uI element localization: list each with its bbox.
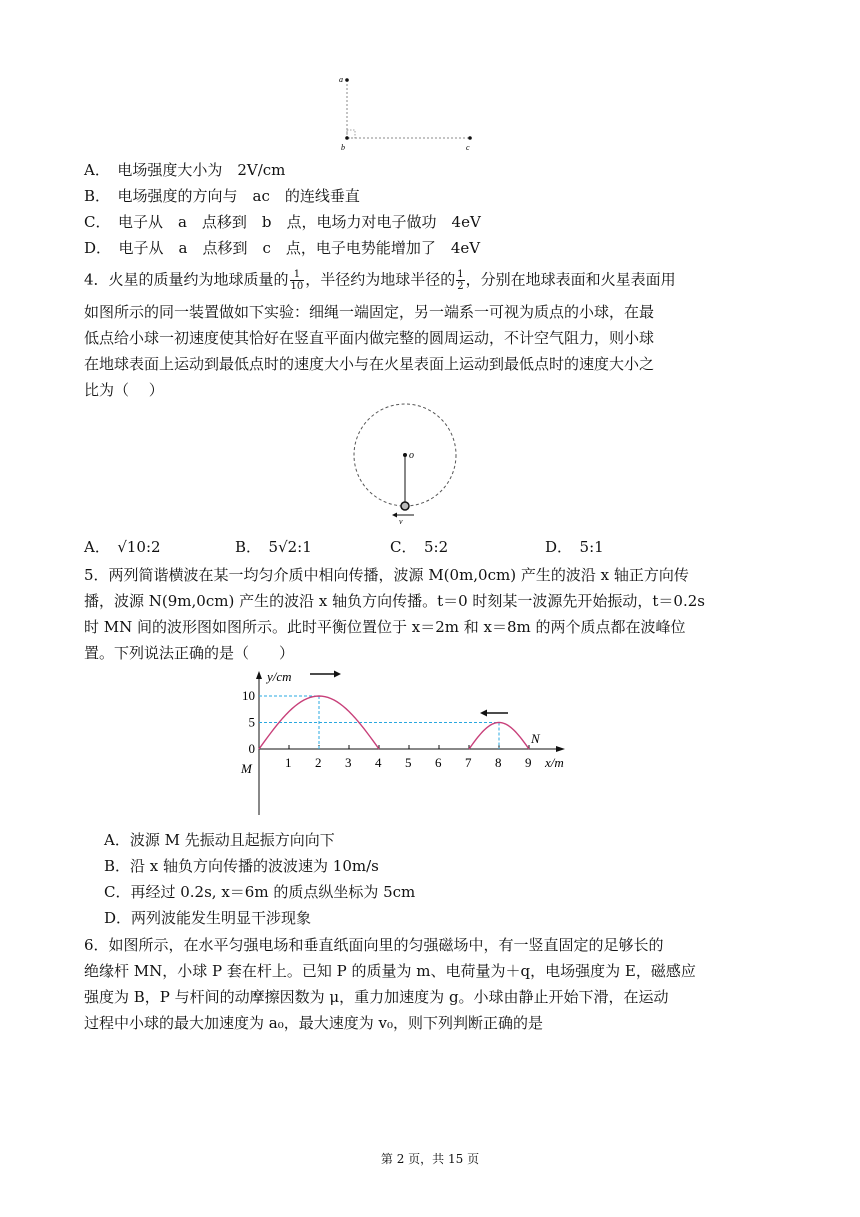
q4-text-1a: 4．火星的质量约为地球质量的 [84,270,289,289]
q3-option-d: D． 电子从 a 点移到 c 点，电子电势能增加了 4eV [84,239,481,257]
q5-line-4: 置。下列说法正确的是（ ） [84,644,295,662]
point-c [468,136,472,140]
q4-line-4: 在地球表面上运动到最低点时的速度大小与在火星表面上运动到最低点时的速度大小之 [84,355,655,373]
q5-option-b: B．沿 x 轴负方向传播的波波速为 10m/s [104,857,379,875]
x-tick-label: 9 [525,755,532,770]
x-tick-label: 6 [435,755,442,770]
y-axis-label: y/cm [267,669,292,684]
x-axis-arrow-icon [556,746,565,752]
page-footer: 第 2 页，共 15 页 [380,1152,480,1166]
q5-option-a: A．波源 M 先振动且起振方向向下 [104,831,335,849]
q6-line-3: 强度为 B，P 与杆间的动摩擦因数为 μ，重力加速度为 g。小球由静止开始下滑，在运动 [84,988,669,1006]
q4-option-b: B． 5√2:1 [235,538,312,556]
label-m: M [241,761,252,776]
q6-line-2: 绝缘杆 MN，小球 P 套在杆上。已知 P 的质量为 m、电荷量为＋q，电场强度为 E，磁感应 [84,962,696,980]
q3-option-b: B． 电场强度的方向与 ac 的连线垂直 [84,187,360,205]
q4-line-5: 比为（ ） [84,381,164,399]
x-tick-label: 3 [345,755,352,770]
y-tick-label: 10 [242,688,255,703]
label-n: N [531,731,540,746]
q4-line-1 [84,269,676,292]
q4-text-1c: ，分别在地球表面和火星表面用 [465,270,676,289]
q5-option-c: C．再经过 0.2s, x＝6m 的质点纵坐标为 5cm [104,883,416,901]
q6-line-1: 6．如图所示，在水平匀强电场和垂直纸面向里的匀强磁场中，有一竖直固定的足够长的 [84,936,664,954]
y-tick-label: 0 [248,741,255,756]
label-o: o [409,450,414,461]
q6-line-4: 过程中小球的最大加速度为 a₀，最大速度为 v₀，则下列判断正确的是 [84,1014,543,1032]
center-point [403,453,407,457]
q4-option-c: C． 5:2 [390,538,449,556]
wave-chart [235,665,585,820]
label-c: c [466,143,470,152]
arrow-left-icon [480,710,487,717]
q4-line-2: 如图所示的同一装置做如下实验：细绳一端固定，另一端系一可视为质点的小球，在最 [84,303,655,321]
y-axis-arrow-icon [256,671,262,679]
x-tick-label: 1 [285,755,292,770]
q3-option-c: C． 电子从 a 点移到 b 点，电场力对电子做功 4eV [84,213,481,231]
ball-icon [401,502,409,510]
q5-line-2: 播，波源 N(9m,0cm) 产生的波沿 x 轴负方向传播。t＝0 时刻某一波源先开始振动，t＝0.2s [84,592,705,610]
q4-option-a: A． √10:2 [84,538,161,556]
q4-line-3: 低点给小球一初速度使其恰好在竖直平面内做完整的圆周运动，不计空气阻力，则小球 [84,329,655,347]
label-b: b [341,143,345,152]
circle-motion-figure [350,400,460,528]
q5-line-3: 时 MN 间的波形图如图所示。此时平衡位置位于 x＝2m 和 x＝8m 的两个质点都在波峰位 [84,618,686,636]
x-tick-label: 7 [465,755,472,770]
q3-option-a: A． 电场强度大小为 2V/cm [84,161,286,179]
fraction-1-2: $\frac{1}{2}$ [457,269,464,292]
q4-option-d: D． 5:1 [545,538,604,556]
point-b [345,136,349,140]
x-tick-label: 2 [315,755,322,770]
q4-text-1b: ，半径约为地球半径的 [305,270,456,289]
x-tick-label: 8 [495,755,502,770]
abc-figure [330,70,490,154]
point-a [345,78,349,82]
q5-option-d: D．两列波能发生明显干涉现象 [104,909,312,927]
x-tick-label: 5 [405,755,412,770]
arrow-right-icon [334,671,341,678]
label-v: v [399,517,403,526]
x-tick-label: 4 [375,755,382,770]
q5-line-1: 5．两列简谐横波在某一均匀介质中相向传播，波源 M(0m,0cm) 产生的波沿 x 轴正方向传 [84,566,689,584]
arrow-left-icon [392,513,397,518]
label-a: a [339,75,343,84]
x-axis-label: x/m [545,755,564,770]
y-tick-label: 5 [248,714,255,730]
fraction-1-10: $\frac{1}{10}$ [290,269,304,292]
